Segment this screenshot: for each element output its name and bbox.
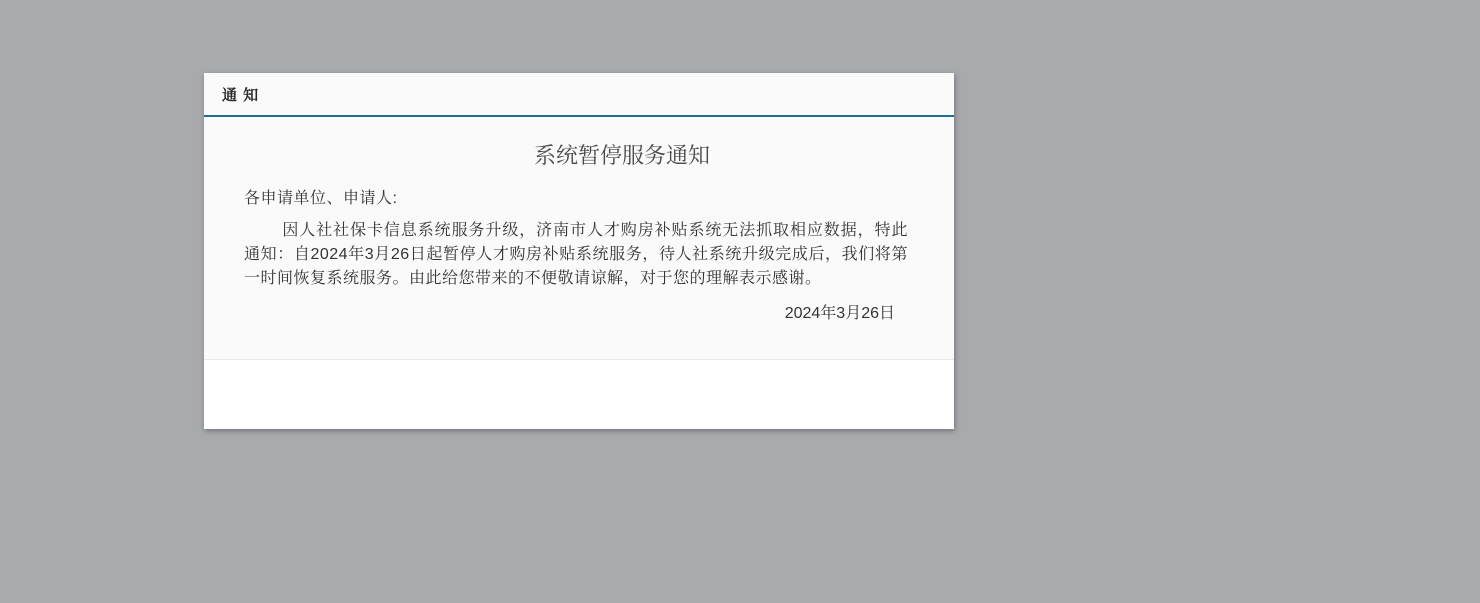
notice-dialog bbox=[204, 73, 954, 429]
dialog-body bbox=[204, 117, 954, 359]
notice-date: 2024年3月26日 bbox=[784, 305, 895, 322]
dialog-header bbox=[204, 73, 954, 117]
notice-body-text: 因人社社保卡信息系统服务升级，济南市人才购房补贴系统无法抓取相应数据，特此通知：自2024年3月26日起暂停人才购房补贴系统服务，待人社系统升级完成后，我们将第一时间恢复系统服务。由此给您带来的不便敬请谅解，对于您的理解表示感谢。 bbox=[244, 222, 908, 287]
notice-title: 系统暂停服务通知 bbox=[533, 143, 710, 168]
dialog-title: 通 知 bbox=[222, 86, 260, 104]
dialog-footer bbox=[204, 359, 954, 429]
notice-greeting: 各申请单位、申请人: bbox=[244, 190, 398, 207]
